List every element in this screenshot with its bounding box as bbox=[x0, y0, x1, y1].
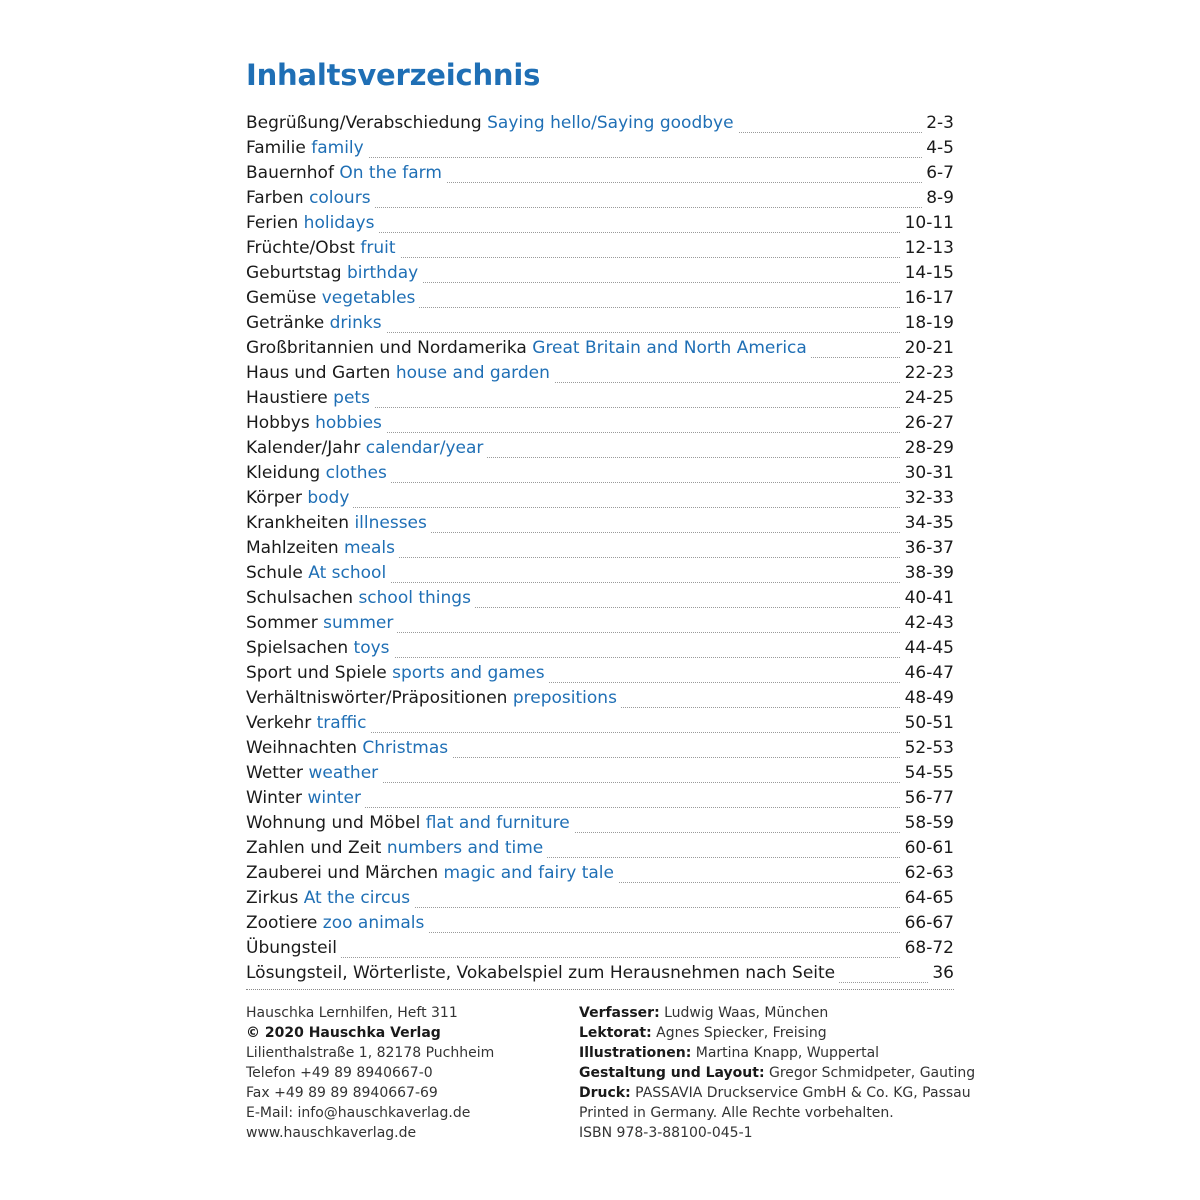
toc-entry-pages: 18-19 bbox=[901, 311, 954, 336]
toc-entry-german: Getränke bbox=[246, 313, 325, 333]
toc-entry-label bbox=[246, 113, 738, 133]
toc-entry-german: Früchte/Obst bbox=[246, 238, 355, 258]
toc-entry bbox=[246, 436, 954, 461]
toc-entry bbox=[246, 761, 954, 786]
print-line: Druck: PASSAVIA Druckservice GmbH & Co. KG, Passau bbox=[579, 1085, 971, 1101]
toc-entry-label bbox=[246, 388, 374, 408]
toc-entry-label bbox=[246, 713, 371, 733]
toc-entry-english: traffic bbox=[316, 713, 367, 733]
toc-entry-pages: 20-21 bbox=[901, 336, 954, 361]
toc-entry-label bbox=[246, 238, 400, 258]
toc-entry-pages: 24-25 bbox=[901, 386, 954, 411]
toc-entry-label bbox=[246, 788, 365, 808]
toc-entry-german: Verhältniswörter/Präpositionen bbox=[246, 688, 508, 708]
phone-line: Telefon +49 89 8940667-0 bbox=[246, 1065, 433, 1081]
toc-entry-english: body bbox=[307, 488, 350, 508]
toc-entry bbox=[246, 561, 954, 586]
toc-entry-label bbox=[246, 888, 414, 908]
toc-entry bbox=[246, 386, 954, 411]
toc-entry-german: Winter bbox=[246, 788, 303, 808]
website-line: www.hauschkaverlag.de bbox=[246, 1125, 417, 1141]
toc-entry bbox=[246, 411, 954, 436]
toc-entry-label bbox=[246, 163, 446, 183]
toc-entry-english: summer bbox=[323, 613, 394, 633]
toc-entry-pages: 32-33 bbox=[901, 486, 954, 511]
toc-entry bbox=[246, 286, 954, 311]
toc-entry bbox=[246, 111, 954, 136]
isbn-line: ISBN 978-3-88100-045-1 bbox=[579, 1125, 753, 1141]
toc-entry-german: Ferien bbox=[246, 213, 299, 233]
toc-entry bbox=[246, 261, 954, 286]
toc-entry-english: At school bbox=[308, 563, 387, 583]
toc-entry-pages: 14-15 bbox=[901, 261, 954, 286]
toc-entry-pages: 34-35 bbox=[901, 511, 954, 536]
toc-entry-label bbox=[246, 663, 549, 683]
toc-entry-label bbox=[246, 313, 386, 333]
toc-entry bbox=[246, 361, 954, 386]
toc-entry-label bbox=[246, 913, 428, 933]
toc-entry-pages: 58-59 bbox=[901, 811, 954, 836]
editor-line: Lektorat: Agnes Spiecker, Freising bbox=[579, 1025, 827, 1041]
toc-entry-pages: 64-65 bbox=[901, 886, 954, 911]
toc-entry-pages: 26-27 bbox=[901, 411, 954, 436]
toc-entry-german: Kleidung bbox=[246, 463, 321, 483]
toc-entry-english: fruit bbox=[360, 238, 396, 258]
toc-entry bbox=[246, 936, 954, 961]
toc-entry bbox=[246, 336, 954, 361]
toc-entry bbox=[246, 861, 954, 886]
toc-entry-english: family bbox=[311, 138, 364, 158]
toc-entry-english: hobbies bbox=[315, 413, 382, 433]
toc-entry bbox=[246, 811, 954, 836]
toc-entry-label bbox=[246, 738, 452, 758]
toc-entry-english: colours bbox=[309, 188, 371, 208]
toc-entry-pages: 54-55 bbox=[901, 761, 954, 786]
toc-entry-german: Zauberei und Märchen bbox=[246, 863, 439, 883]
toc-entry-english: toys bbox=[353, 638, 390, 658]
toc-entry-label bbox=[246, 688, 621, 708]
toc-entry-label bbox=[246, 563, 390, 583]
toc-entry-pages: 6-7 bbox=[922, 161, 954, 186]
toc-entry-english: zoo animals bbox=[322, 913, 425, 933]
toc-entry-label bbox=[246, 638, 394, 658]
toc-entry bbox=[246, 686, 954, 711]
toc-entry-german: Hobbys bbox=[246, 413, 310, 433]
toc-entry bbox=[246, 486, 954, 511]
toc-entry bbox=[246, 611, 954, 636]
toc-entry-english: vegetables bbox=[321, 288, 416, 308]
toc-entry-pages: 48-49 bbox=[901, 686, 954, 711]
toc-entry-pages: 62-63 bbox=[901, 861, 954, 886]
toc-entry-pages: 44-45 bbox=[901, 636, 954, 661]
toc-entry-pages: 2-3 bbox=[922, 111, 954, 136]
toc-entry-english: At the circus bbox=[303, 888, 411, 908]
toc-entry-label bbox=[246, 863, 618, 883]
toc-entry-german: Verkehr bbox=[246, 713, 312, 733]
toc-entry-label bbox=[246, 938, 341, 958]
toc-entry-english: school things bbox=[358, 588, 471, 608]
toc-entry-label bbox=[246, 438, 487, 458]
series-line: Hauschka Lernhilfen, Heft 311 bbox=[246, 1005, 458, 1021]
toc-entry bbox=[246, 236, 954, 261]
toc-entry-german: Übungsteil bbox=[246, 938, 338, 958]
toc-entry-english: flat and furniture bbox=[425, 813, 570, 833]
toc-entry-pages: 42-43 bbox=[901, 611, 954, 636]
toc-entry-english: drinks bbox=[329, 313, 382, 333]
toc-entry-german: Körper bbox=[246, 488, 302, 508]
toc-entry-german: Kalender/Jahr bbox=[246, 438, 361, 458]
toc-entry-german: Wetter bbox=[246, 763, 304, 783]
toc-entry-pages: 66-67 bbox=[901, 911, 954, 936]
toc-entry-german: Begrüßung/Verabschiedung bbox=[246, 113, 482, 133]
toc-entry bbox=[246, 736, 954, 761]
toc-entry-english: prepositions bbox=[512, 688, 617, 708]
toc-entry-pages: 28-29 bbox=[901, 436, 954, 461]
toc-entry-pages: 12-13 bbox=[901, 236, 954, 261]
toc-entry-english: clothes bbox=[325, 463, 387, 483]
fax-line: Fax +49 89 89 8940667-69 bbox=[246, 1085, 438, 1101]
toc-entry-pages: 52-53 bbox=[901, 736, 954, 761]
toc-entry-pages: 36-37 bbox=[901, 536, 954, 561]
toc-entry-german: Krankheiten bbox=[246, 513, 350, 533]
toc-entry bbox=[246, 636, 954, 661]
imprint-publisher bbox=[246, 1003, 494, 1143]
toc-entry bbox=[246, 311, 954, 336]
toc-entry-english: illnesses bbox=[354, 513, 427, 533]
toc-entry-label bbox=[246, 338, 811, 358]
toc-entry-german: Haus und Garten bbox=[246, 363, 391, 383]
toc-entry-english: Saying hello/Saying goodbye bbox=[487, 113, 734, 133]
toc-entry-german: Familie bbox=[246, 138, 306, 158]
toc-entry-pages: 36 bbox=[928, 961, 954, 986]
toc-entry-label bbox=[246, 363, 554, 383]
rights-line: Printed in Germany. Alle Rechte vorbehalten. bbox=[579, 1105, 894, 1121]
toc-entry-english: numbers and time bbox=[386, 838, 544, 858]
toc-entry-english: pets bbox=[333, 388, 370, 408]
toc-entry bbox=[246, 886, 954, 911]
toc-entry-label bbox=[246, 263, 422, 283]
toc-entry bbox=[246, 836, 954, 861]
toc-entry-label bbox=[246, 513, 431, 533]
toc-entry-german: Gemüse bbox=[246, 288, 317, 308]
toc-entry bbox=[246, 211, 954, 236]
toc-entry bbox=[246, 961, 954, 986]
toc-entry-label bbox=[246, 538, 399, 558]
copyright-line: © 2020 Hauschka Verlag bbox=[246, 1025, 441, 1041]
toc-entry-label bbox=[246, 288, 419, 308]
toc-entry-pages: 50-51 bbox=[901, 711, 954, 736]
toc-entry-english: sports and games bbox=[392, 663, 545, 683]
toc-entry-label bbox=[246, 963, 839, 983]
toc-entry bbox=[246, 461, 954, 486]
toc-entry-german: Sommer bbox=[246, 613, 318, 633]
toc-entry-german: Schule bbox=[246, 563, 303, 583]
illustrations-line: Illustrationen: Martina Knapp, Wuppertal bbox=[579, 1045, 880, 1061]
toc-entry-english: Christmas bbox=[362, 738, 449, 758]
toc-entry-german: Wohnung und Möbel bbox=[246, 813, 421, 833]
toc-entry-german: Zirkus bbox=[246, 888, 299, 908]
toc-entry-pages: 8-9 bbox=[922, 186, 954, 211]
toc-entry-label bbox=[246, 488, 353, 508]
toc-entry-english: meals bbox=[344, 538, 396, 558]
toc-entry-pages: 68-72 bbox=[901, 936, 954, 961]
email-line: E-Mail: info@hauschkaverlag.de bbox=[246, 1105, 471, 1121]
toc-entry-german: Weihnachten bbox=[246, 738, 357, 758]
toc-entry-pages: 56-77 bbox=[901, 786, 954, 811]
toc-entry-german: Schulsachen bbox=[246, 588, 354, 608]
toc-entry-pages: 46-47 bbox=[901, 661, 954, 686]
toc-entry-label bbox=[246, 838, 547, 858]
toc-entry-english: house and garden bbox=[395, 363, 550, 383]
toc-entry bbox=[246, 536, 954, 561]
toc-entry bbox=[246, 711, 954, 736]
toc-entry-label bbox=[246, 138, 368, 158]
table-of-contents bbox=[246, 111, 954, 986]
toc-entry-english: On the farm bbox=[339, 163, 442, 183]
toc-entry-german: Großbritannien und Nordamerika bbox=[246, 338, 527, 358]
toc-entry-german: Zootiere bbox=[246, 913, 318, 933]
toc-entry-german: Lösungsteil, Wörterliste, Vokabelspiel zum Herausnehmen nach Seite bbox=[246, 963, 836, 983]
toc-entry-pages: 10-11 bbox=[901, 211, 954, 236]
toc-entry-german: Sport und Spiele bbox=[246, 663, 387, 683]
toc-entry bbox=[246, 911, 954, 936]
toc-entry-label bbox=[246, 813, 574, 833]
toc-entry-german: Bauernhof bbox=[246, 163, 334, 183]
imprint-credits bbox=[579, 1003, 975, 1143]
toc-entry-german: Zahlen und Zeit bbox=[246, 838, 382, 858]
toc-entry bbox=[246, 511, 954, 536]
toc-entry bbox=[246, 161, 954, 186]
author-line: Verfasser: Ludwig Waas, München bbox=[579, 1005, 829, 1021]
toc-entry-german: Farben bbox=[246, 188, 304, 208]
divider bbox=[246, 989, 954, 990]
toc-entry bbox=[246, 136, 954, 161]
toc-entry-english: winter bbox=[307, 788, 361, 808]
address-line: Lilienthalstraße 1, 82178 Puchheim bbox=[246, 1045, 495, 1061]
toc-entry-label bbox=[246, 463, 391, 483]
toc-entry bbox=[246, 186, 954, 211]
toc-entry-german: Spielsachen bbox=[246, 638, 349, 658]
toc-entry-german: Geburtstag bbox=[246, 263, 342, 283]
toc-entry-english: magic and fairy tale bbox=[443, 863, 614, 883]
toc-entry-label bbox=[246, 763, 382, 783]
toc-entry-label bbox=[246, 588, 475, 608]
toc-entry-label bbox=[246, 413, 386, 433]
toc-entry-german: Mahlzeiten bbox=[246, 538, 339, 558]
toc-entry bbox=[246, 586, 954, 611]
toc-entry-label bbox=[246, 613, 397, 633]
toc-entry-english: Great Britain and North America bbox=[532, 338, 807, 358]
toc-entry-english: birthday bbox=[347, 263, 419, 283]
toc-entry-english: calendar/year bbox=[365, 438, 484, 458]
toc-entry-english: holidays bbox=[303, 213, 375, 233]
toc-entry bbox=[246, 661, 954, 686]
toc-entry-pages: 38-39 bbox=[901, 561, 954, 586]
page-title: Inhaltsverzeichnis bbox=[246, 58, 541, 92]
toc-entry-german: Haustiere bbox=[246, 388, 328, 408]
toc-entry bbox=[246, 786, 954, 811]
toc-entry-pages: 30-31 bbox=[901, 461, 954, 486]
toc-entry-pages: 60-61 bbox=[901, 836, 954, 861]
toc-entry-pages: 4-5 bbox=[922, 136, 954, 161]
toc-entry-label bbox=[246, 213, 378, 233]
design-line: Gestaltung und Layout: Gregor Schmidpeter, Gauting bbox=[579, 1065, 976, 1081]
toc-entry-pages: 16-17 bbox=[901, 286, 954, 311]
toc-entry-pages: 40-41 bbox=[901, 586, 954, 611]
toc-entry-english: weather bbox=[308, 763, 379, 783]
toc-entry-pages: 22-23 bbox=[901, 361, 954, 386]
toc-entry-label bbox=[246, 188, 375, 208]
